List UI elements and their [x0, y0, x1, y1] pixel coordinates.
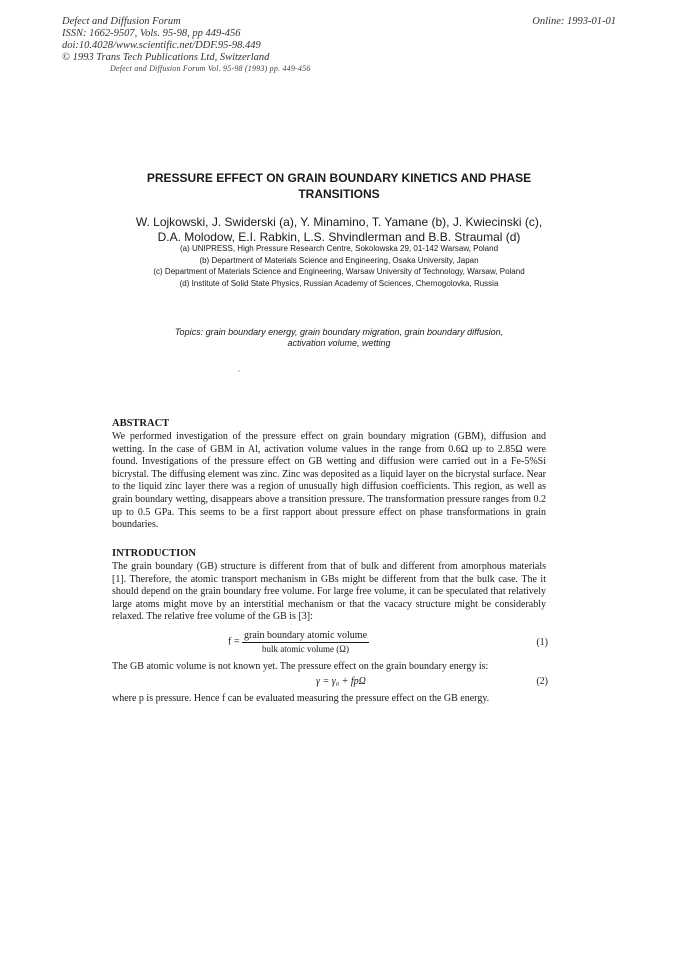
equation-1 — [228, 630, 369, 654]
affiliation-a: (a) UNIPRESS, High Pressure Research Centre, Sokolowska 29, 01-142 Warsaw, Poland — [179, 244, 499, 253]
equation-2-number: (2) — [536, 676, 548, 687]
introduction-heading: INTRODUCTION — [112, 548, 197, 559]
title-line: PRESSURE EFFECT ON GRAIN BOUNDARY KINETICS AND PHASE — [146, 171, 532, 185]
equation-1-denominator: bulk atomic volume (Ω) — [262, 644, 349, 654]
scan-speck — [238, 370, 240, 372]
affiliations — [90, 243, 588, 289]
affiliation-b: (b) Department of Materials Science and Engineering, Osaka University, Japan — [199, 255, 479, 265]
topics-line: Topics: grain boundary energy, grain boundary migration, grain boundary diffusion, — [174, 327, 504, 337]
affiliation-d: (d) Institute of Solid State Physics, Russian Academy of Sciences, Chernogolovka, Russia — [179, 278, 499, 288]
abstract-heading: ABSTRACT — [112, 418, 170, 429]
topics-line: activation volume, wetting — [287, 338, 391, 348]
equation-1-numerator: grain boundary atomic volume — [243, 630, 368, 641]
introduction-text: The grain boundary (GB) structure is different from that of bulk and different from amorphous materials [1]. Therefore, the atomic transport mechanism in GBs might be different from that the bulk case. The it should depend on the grain boundary free volume. For large free volume, it can be speculated that relatively large atoms might move by an interstitial mechanism or that the vacacy structure might be considerably relaxed. The relative free volume of the GB is [3]: — [112, 561, 546, 623]
issn-line: ISSN: 1662-9507, Vols. 95-98, pp 449-456 — [62, 28, 241, 39]
intro-line-after-eq1: The GB atomic volume is not known yet. The pressure effect on the grain boundary energy is: — [112, 661, 489, 672]
doi-line: doi:10.4028/www.scientific.net/DDF.95-98.449 — [62, 40, 261, 51]
author-line: D.A. Molodow, E.I. Rabkin, L.S. Shvindlerman and B.B. Straumal (d) — [157, 230, 521, 244]
equation-1-lhs: f = — [228, 636, 240, 648]
copyright-line: © 1993 Trans Tech Publications Ltd, Switzerland — [62, 52, 270, 63]
equation-1-number: (1) — [536, 637, 548, 648]
intro-last-line: where p is pressure. Hence f can be evaluated measuring the pressure effect on the GB energy. — [112, 693, 490, 704]
author-line: W. Lojkowski, J. Swiderski (a), Y. Minamino, T. Yamane (b), J. Kwiecinski (c), — [135, 215, 543, 229]
journal-header — [62, 16, 269, 64]
paper-title — [90, 170, 588, 202]
scanned-running-header: Defect and Diffusion Forum Vol. 95-98 (1993) pp. 449-456 — [110, 64, 311, 73]
online-date: Online: 1993-01-01 — [532, 16, 616, 27]
equation-1-fraction — [242, 630, 369, 654]
abstract-text: We performed investigation of the pressure effect on grain boundary migration (GBM), diffusion and wetting. In the case of GBM in Al, activation volume values in the range from 0.6Ω up to 2.85Ω were found. Investigations of the pressure effect on GB wetting and diffusion were carried out in a Fe-5%Si bicrystal. The diffusing element was zinc. Zinc was deposited as a liquid layer on the bicrystal surface. Near to the liquid zinc layer there was a region of unusually high diffusion coefficients. This region, as well as grain boundary wetting, disappears above a transition pressure. The transformation pressure ranges from 0.2 up to 0.5 GPa. This seems to be a first rapport about pressure effect on phase transformations in grain boundaries. — [112, 431, 546, 531]
title-line: TRANSITIONS — [298, 187, 380, 201]
affiliation-c: (c) Department of Materials Science and Engineering, Warsaw University of Technology, Warsaw, Poland — [153, 267, 525, 276]
journal-name: Defect and Diffusion Forum — [62, 16, 181, 27]
author-list — [90, 215, 588, 245]
equation-2: γ = γ₀ + fpΩ — [316, 676, 366, 687]
topics — [110, 327, 568, 349]
